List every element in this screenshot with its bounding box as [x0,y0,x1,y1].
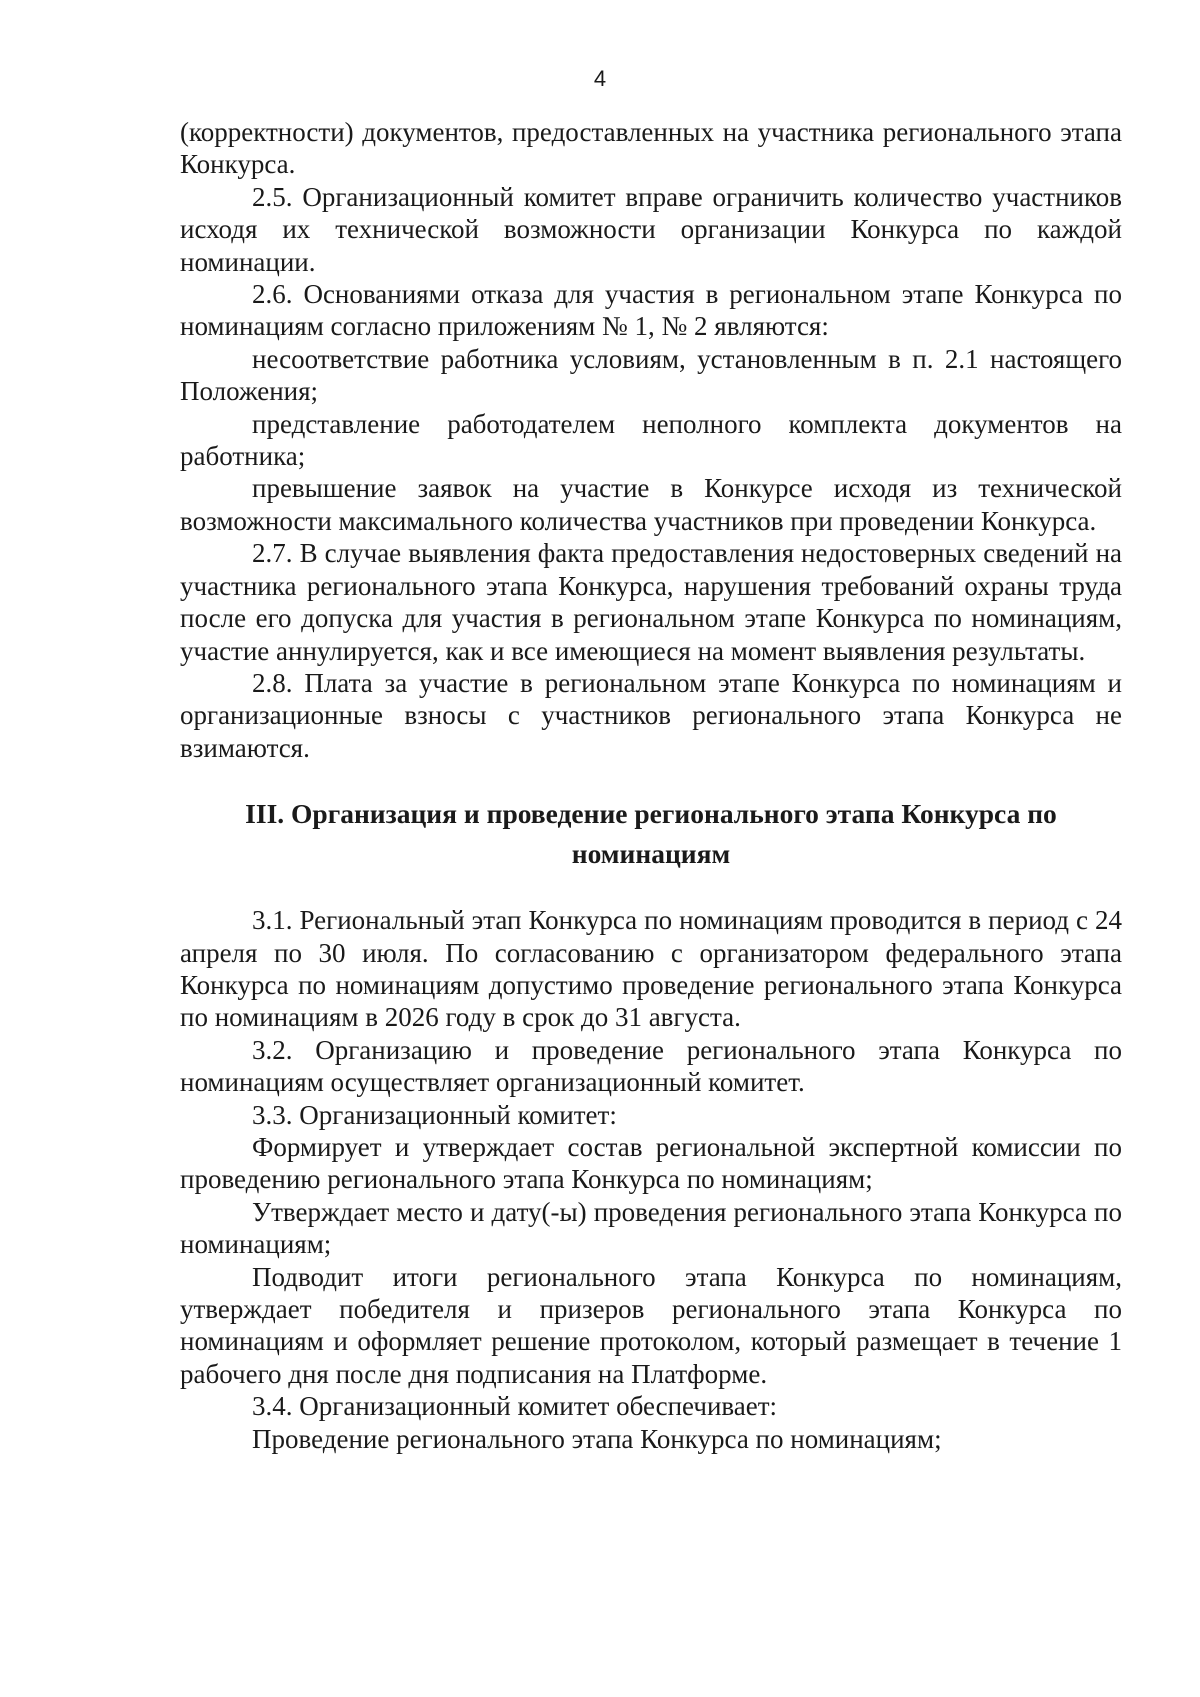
paragraph-continuation: (корректности) документов, предоставленных на участника регионального этапа Конкурса. [180,117,1122,180]
paragraph-2-6-item-1: несоответствие работника условиям, установленным в п. 2.1 настоящего Положения; [180,343,1122,407]
document-body [180,116,1122,1455]
paragraph-2-5: 2.5. Организационный комитет вправе ограничить количество участников исходя их технической возможности организации Конкурса по каждой номинации. [180,181,1122,277]
paragraph-3-3-item-1: Формирует и утверждает состав региональной экспертной комиссии по проведению регионального этапа Конкурса по номинациям; [180,1131,1122,1195]
section-heading: III. Организация и проведение регионального этапа Конкурса по номинациям [245,798,1057,870]
paragraph-2-6: 2.6. Основаниями отказа для участия в региональном этапе Конкурса по номинациям согласно приложениям № 1, № 2 являются: [180,279,1122,342]
paragraph-3-3-item-2: Утверждает место и дату(-ы) проведения регионального этапа Конкурса по номинациям; [180,1196,1122,1260]
paragraph-3-2: 3.2. Организацию и проведение регионального этапа Конкурса по номинациям осуществляет организационный комитет. [180,1034,1122,1098]
paragraph-2-8: 2.8. Плата за участие в региональном этапе Конкурса по номинациям и организационные взносы с участников регионального этапа Конкурса не взимаются. [180,667,1122,763]
paragraph-3-4-item-1: Проведение регионального этапа Конкурса по номинациям; [252,1423,942,1454]
page-number: 4 [593,66,607,91]
paragraph-2-6-item-3: превышение заявок на участие в Конкурсе исходя из технической возможности максимального количества участников при проведении Конкурса. [180,473,1122,536]
paragraph-3-1: 3.1. Региональный этап Конкурса по номинациям проводится в период с 24 апреля по 30 июля. По согласованию с организатором федерального этапа Конкурса по номинациям допустимо проведение регионального этапа Конкурса по номинациям в 2026 году в срок до 31 августа. [180,905,1122,1033]
paragraph-3-4: 3.4. Организационный комитет обеспечивает: [252,1391,778,1422]
paragraph-3-3: 3.3. Организационный комитет: [252,1099,617,1130]
paragraph-2-6-item-2: представление работодателем неполного комплекта документов на работника; [180,408,1122,472]
paragraph-2-7: 2.7. В случае выявления факта предоставления недостоверных сведений на участника регионального этапа Конкурса, нарушения требований охраны труда после его допуска для участия в региональном этапе Конкурса по номинациям, участие аннулируется, как и все имеющиеся на момент выявления результаты. [180,538,1122,666]
paragraph-3-3-item-3: Подводит итоги регионального этапа Конкурса по номинациям, утверждает победителя и призеров регионального этапа Конкурса по номинациям и оформляет решение протоколом, который размещает в течение 1 рабочего дня после дня подписания на Платформе. [180,1261,1122,1389]
